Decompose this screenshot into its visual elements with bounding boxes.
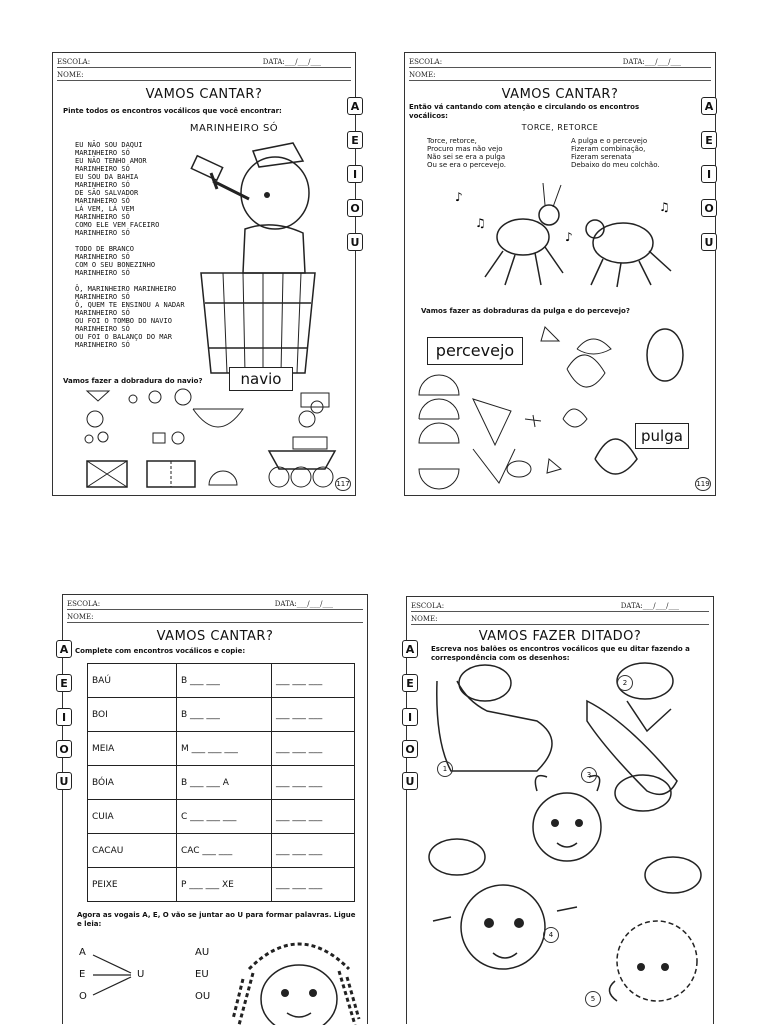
vowel-tab-o: O	[347, 199, 363, 217]
flea-and-bedbug-illustration	[445, 181, 685, 291]
instruction-text: Pinte todos os encontros vocálicos que você encontrar:	[63, 107, 282, 115]
left-vowel-a: A	[79, 947, 86, 958]
number-2: 2	[617, 675, 633, 691]
worksheet-complete-vowels	[62, 594, 368, 1024]
blank-cell[interactable]: CAC ___ ___	[177, 834, 272, 868]
table-row	[88, 698, 355, 732]
fold-instruction: Vamos fazer a dobradura do navio?	[63, 377, 203, 385]
word-cell: BOI	[88, 698, 177, 732]
name-field: NOME:	[409, 70, 711, 81]
svg-text:♫: ♫	[659, 200, 670, 214]
word-box-pulga: pulga	[635, 423, 689, 449]
result-au: AU	[195, 947, 210, 958]
table-row	[88, 766, 355, 800]
vowel-tab-u: U	[701, 233, 717, 251]
join-instruction: Agora as vogais A, E, O vão se juntar ao U para formar palavras. Ligue e leia:	[77, 911, 356, 928]
svg-text:♫: ♫	[475, 216, 486, 230]
blank-cell[interactable]: B ___ ___	[177, 698, 272, 732]
school-field: ESCOLA: DATA:___/___/___	[409, 57, 711, 68]
vowel-tab-i: I	[56, 708, 72, 726]
vowel-tab-a: A	[402, 640, 418, 658]
vowel-tab-o: O	[402, 740, 418, 758]
copy-cell[interactable]: ___ ___ ___	[272, 732, 355, 766]
page-number: 119	[695, 477, 711, 491]
name-field: NOME:	[67, 612, 363, 623]
copy-cell[interactable]: ___ ___ ___	[272, 766, 355, 800]
linking-arrows	[91, 951, 139, 997]
copy-cell[interactable]: ___ ___ ___	[272, 664, 355, 698]
word-cell: MEIA	[88, 732, 177, 766]
vowel-tab-e: E	[402, 674, 418, 692]
name-field: NOME:	[57, 70, 351, 81]
blank-cell[interactable]: B ___ ___	[177, 664, 272, 698]
copy-cell[interactable]: ___ ___ ___	[272, 834, 355, 868]
word-cell: BÓIA	[88, 766, 177, 800]
worksheet-page-117	[52, 52, 360, 496]
page-title: VAMOS CANTAR?	[145, 87, 263, 102]
sailor-in-barrel-illustration	[193, 133, 343, 373]
vowel-tab-e: E	[56, 674, 72, 692]
result-ou: OU	[195, 991, 211, 1002]
vowel-tab-e: E	[701, 131, 717, 149]
table-row	[88, 868, 355, 902]
copy-cell[interactable]: ___ ___ ___	[272, 868, 355, 902]
blank-cell[interactable]: P ___ ___ XE	[177, 868, 272, 902]
svg-text:♪: ♪	[455, 190, 463, 204]
boat-folding-steps	[83, 389, 343, 489]
word-cell: BAÚ	[88, 664, 177, 698]
word-cell: CACAU	[88, 834, 177, 868]
number-5: 5	[585, 991, 601, 1007]
vowel-tab-u: U	[347, 233, 363, 251]
vowel-tab-e: E	[347, 131, 363, 149]
vowel-tab-u: U	[56, 772, 72, 790]
left-vowel-o: O	[79, 991, 87, 1002]
number-1: 1	[437, 761, 453, 777]
vowel-tab-a: A	[56, 640, 72, 658]
blank-cell[interactable]: M ___ ___ ___	[177, 732, 272, 766]
fold-instruction: Vamos fazer as dobraduras da pulga e do percevejo?	[421, 307, 630, 315]
svg-text:♪: ♪	[565, 230, 573, 244]
blank-cell[interactable]: C ___ ___ ___	[177, 800, 272, 834]
table-row	[88, 732, 355, 766]
vowel-table	[87, 663, 355, 902]
word-box-percevejo: percevejo	[427, 337, 523, 365]
page-title: VAMOS CANTAR?	[501, 87, 619, 102]
vowel-tab-i: I	[347, 165, 363, 183]
word-box-navio: navio	[229, 367, 293, 391]
copy-cell[interactable]: ___ ___ ___	[272, 698, 355, 732]
page-title: VAMOS CANTAR?	[156, 629, 274, 644]
word-cell: CUIA	[88, 800, 177, 834]
song-title: TORCE, RETORCE	[521, 123, 599, 132]
folding-steps	[415, 319, 705, 489]
instruction-text: Escreva nos balões os encontros vocálicos que eu ditar fazendo a correspondência com os desenhos:	[431, 645, 690, 662]
vowel-tab-i: I	[701, 165, 717, 183]
worksheet-dictation	[406, 596, 714, 1024]
dictation-illustrations	[427, 661, 711, 1025]
instruction-text: Então vá cantando com atenção e circulando os encontros vocálicos:	[409, 103, 640, 120]
table-row	[88, 664, 355, 698]
number-3: 3	[581, 767, 597, 783]
blank-cell[interactable]: B ___ ___ A	[177, 766, 272, 800]
table-row	[88, 834, 355, 868]
song-title: MARINHEIRO SÓ	[189, 123, 279, 134]
song-lyrics: EU NÃO SOU DAQUI MARINHEIRO SÓ EU NÃO TENHO AMOR MARINHEIRO SÓ EU SOU DA BAHIA MARINHEIRO SÓ DE SÃO SALVADOR MARINHEIRO SÓ LÁ VEM, LÁ VEM MARINHEIRO SÓ COMO ELE VEM FACEIRO MARINHEIRO SÓ TODO DE BRANCO MARINHEIRO SÓ COM O SEU BONEZINHO MARINHEIRO SÓ Ô, MARINHEIRO MARINHEIRO MARINHEIRO SÓ Ô, QUEM TE ENSINOU A NADAR MARINHEIRO SÓ OU FOI O TOMBO DO NAVIO MARINHEIRO SÓ OU FOI O BALANÇO DO MAR MARINHEIRO SÓ	[75, 141, 185, 349]
number-4: 4	[543, 927, 559, 943]
copy-cell[interactable]: ___ ___ ___	[272, 800, 355, 834]
vowel-tab-u: U	[402, 772, 418, 790]
word-cell: PEIXE	[88, 868, 177, 902]
target-vowel-u: U	[137, 969, 145, 980]
vowel-tab-i: I	[402, 708, 418, 726]
page-number: 117	[335, 477, 351, 491]
worksheet-page-119	[404, 52, 716, 496]
school-field: ESCOLA: DATA:___/___/___	[67, 599, 363, 610]
girl-face-illustration	[229, 929, 365, 1025]
vowel-tab-o: O	[56, 740, 72, 758]
left-vowel-e: E	[79, 969, 86, 980]
school-field: ESCOLA: DATA:___/___/___	[57, 57, 351, 68]
vowel-tab-o: O	[701, 199, 717, 217]
vowel-tab-a: A	[347, 97, 363, 115]
page-title: VAMOS FAZER DITADO?	[478, 629, 642, 644]
instruction-text: Complete com encontros vocálicos e copie:	[75, 647, 246, 655]
song-lyrics-right: A pulga e o percevejo Fizeram combinação, Fizeram serenata Debaixo do meu colchão.	[571, 137, 660, 169]
vowel-tab-a: A	[701, 97, 717, 115]
name-field: NOME:	[411, 614, 709, 625]
song-lyrics-left: Torce, retorce, Procuro mas não vejo Não sei se era a pulga Ou se era o percevejo.	[427, 137, 506, 169]
result-eu: EU	[195, 969, 209, 980]
school-field: ESCOLA: DATA:___/___/___	[411, 601, 709, 612]
table-row	[88, 800, 355, 834]
